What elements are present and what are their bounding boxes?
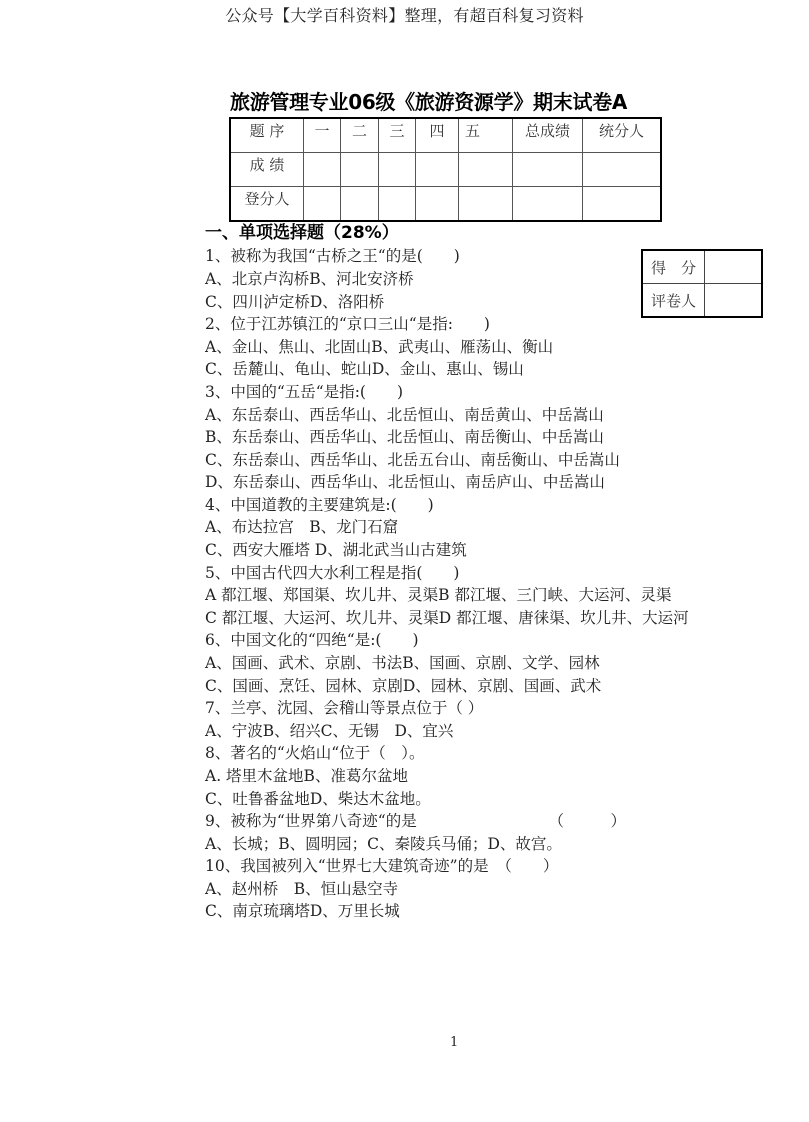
recorder-cell-1 — [304, 187, 341, 222]
question-line: 5、中国古代四大水利工程是指( ) — [205, 564, 460, 582]
score-table-cell: 三 — [379, 118, 416, 153]
score-table-cell: 四 — [416, 118, 459, 153]
recorder-cell-5 — [459, 187, 513, 222]
score-table-header-row — [230, 118, 661, 153]
question-line: 4、中国道教的主要建筑是:( ) — [205, 496, 434, 514]
question-line: 1、被称为我国“古桥之王“的是( ) — [205, 247, 460, 265]
score-table-row-label: 登分人 — [230, 187, 304, 222]
grader-value — [705, 250, 763, 284]
option-line: C、岳麓山、龟山、蛇山D、金山、惠山、锡山 — [205, 360, 524, 378]
grader-label: 得 分 — [642, 250, 705, 284]
section-title: 一、单项选择题（28%） — [205, 223, 399, 243]
option-line: A. 塔里木盆地B、准葛尔盆地 — [205, 767, 408, 785]
recorder-cell-2 — [341, 187, 379, 222]
recorder-cell-tallier — [583, 187, 662, 222]
score-cell-tallier — [583, 153, 662, 187]
option-line: B、东岳泰山、西岳华山、北岳恒山、南岳衡山、中岳嵩山 — [205, 428, 604, 446]
question-line: 3、中国的“五岳“是指:( ) — [205, 383, 404, 401]
exam-title: 旅游管理专业06级《旅游资源学》期末试卷A — [230, 90, 628, 114]
option-line: A 都江堰、郑国渠、坎儿井、灵渠B 都江堰、三门峡、大运河、灵渠 — [205, 586, 672, 604]
option-line: C、南京琉璃塔D、万里长城 — [205, 902, 400, 920]
option-line: A、东岳泰山、西岳华山、北岳恒山、南岳黄山、中岳嵩山 — [205, 406, 604, 424]
option-line: A、北京卢沟桥B、河北安济桥 — [205, 270, 414, 288]
header-note: 公众号【大学百科资料】整理，有超百科复习资料 — [225, 6, 584, 25]
grader-label: 评卷人 — [642, 284, 705, 318]
grader-box — [641, 249, 763, 318]
option-line: A、布达拉宫 B、龙门石窟 — [205, 518, 399, 536]
option-line: C、吐鲁番盆地D、柴达木盆地。 — [205, 790, 431, 808]
option-line: A、宁波B、绍兴C、无锡 D、宜兴 — [205, 722, 454, 740]
question-line: 10、我国被列入“世界七大建筑奇迹”的是 （ ） — [205, 857, 559, 875]
question-line: 8、著名的“火焰山“位于（ ）。 — [205, 744, 425, 762]
question-line: 2、位于江苏镇江的“京口三山“是指: ) — [205, 315, 490, 333]
option-line: A、赵州桥 B、恒山悬空寺 — [205, 880, 399, 898]
score-table-cell: 题 序 — [230, 118, 304, 153]
score-cell-total — [513, 153, 583, 187]
score-table — [229, 117, 662, 222]
score-cell-5 — [459, 153, 513, 187]
page-number: 1 — [450, 1035, 459, 1050]
option-line: A、长城；B、圆明园；C、秦陵兵马俑；D、故宫。 — [205, 835, 562, 853]
score-table-cell: 二 — [341, 118, 379, 153]
option-line: C、国画、烹饪、园林、京剧D、园林、京剧、国画、武术 — [205, 677, 602, 695]
question-line: 9、被称为“世界第八奇迹“的是 （ ） — [205, 812, 626, 830]
grader-value — [705, 284, 763, 318]
option-line: A、金山、焦山、北固山B、武夷山、雁荡山、衡山 — [205, 338, 554, 356]
score-cell-3 — [379, 153, 416, 187]
score-cell-1 — [304, 153, 341, 187]
option-line: C 都江堰、大运河、坎儿井、灵渠D 都江堰、唐徕渠、坎儿井、大运河 — [205, 609, 689, 627]
score-table-cell: 统分人 — [583, 118, 662, 153]
grader-row-score — [642, 250, 762, 284]
score-table-cell: 五 — [459, 118, 513, 153]
option-line: C、东岳泰山、西岳华山、北岳五台山、南岳衡山、中岳嵩山 — [205, 451, 620, 469]
option-line: D、东岳泰山、西岳华山、北岳恒山、南岳庐山、中岳嵩山 — [205, 473, 605, 491]
score-table-cell: 总成绩 — [513, 118, 583, 153]
recorder-cell-4 — [416, 187, 459, 222]
score-cell-2 — [341, 153, 379, 187]
option-line: A、国画、武术、京剧、书法B、国画、京剧、文学、园林 — [205, 654, 600, 672]
score-table-row-label: 成 绩 — [230, 153, 304, 187]
recorder-cell-3 — [379, 187, 416, 222]
question-line: 7、兰亭、沈园、会稽山等景点位于（ ） — [205, 699, 484, 717]
score-table-row-score — [230, 153, 661, 187]
score-cell-4 — [416, 153, 459, 187]
option-line: C、四川泸定桥D、洛阳桥 — [205, 293, 385, 311]
score-table-row-recorder — [230, 187, 661, 222]
option-line: C、西安大雁塔 D、湖北武当山古建筑 — [205, 541, 467, 559]
grader-row-reviewer — [642, 284, 762, 318]
score-table-cell: 一 — [304, 118, 341, 153]
recorder-cell-total — [513, 187, 583, 222]
question-line: 6、中国文化的“四绝“是:( ) — [205, 631, 419, 649]
